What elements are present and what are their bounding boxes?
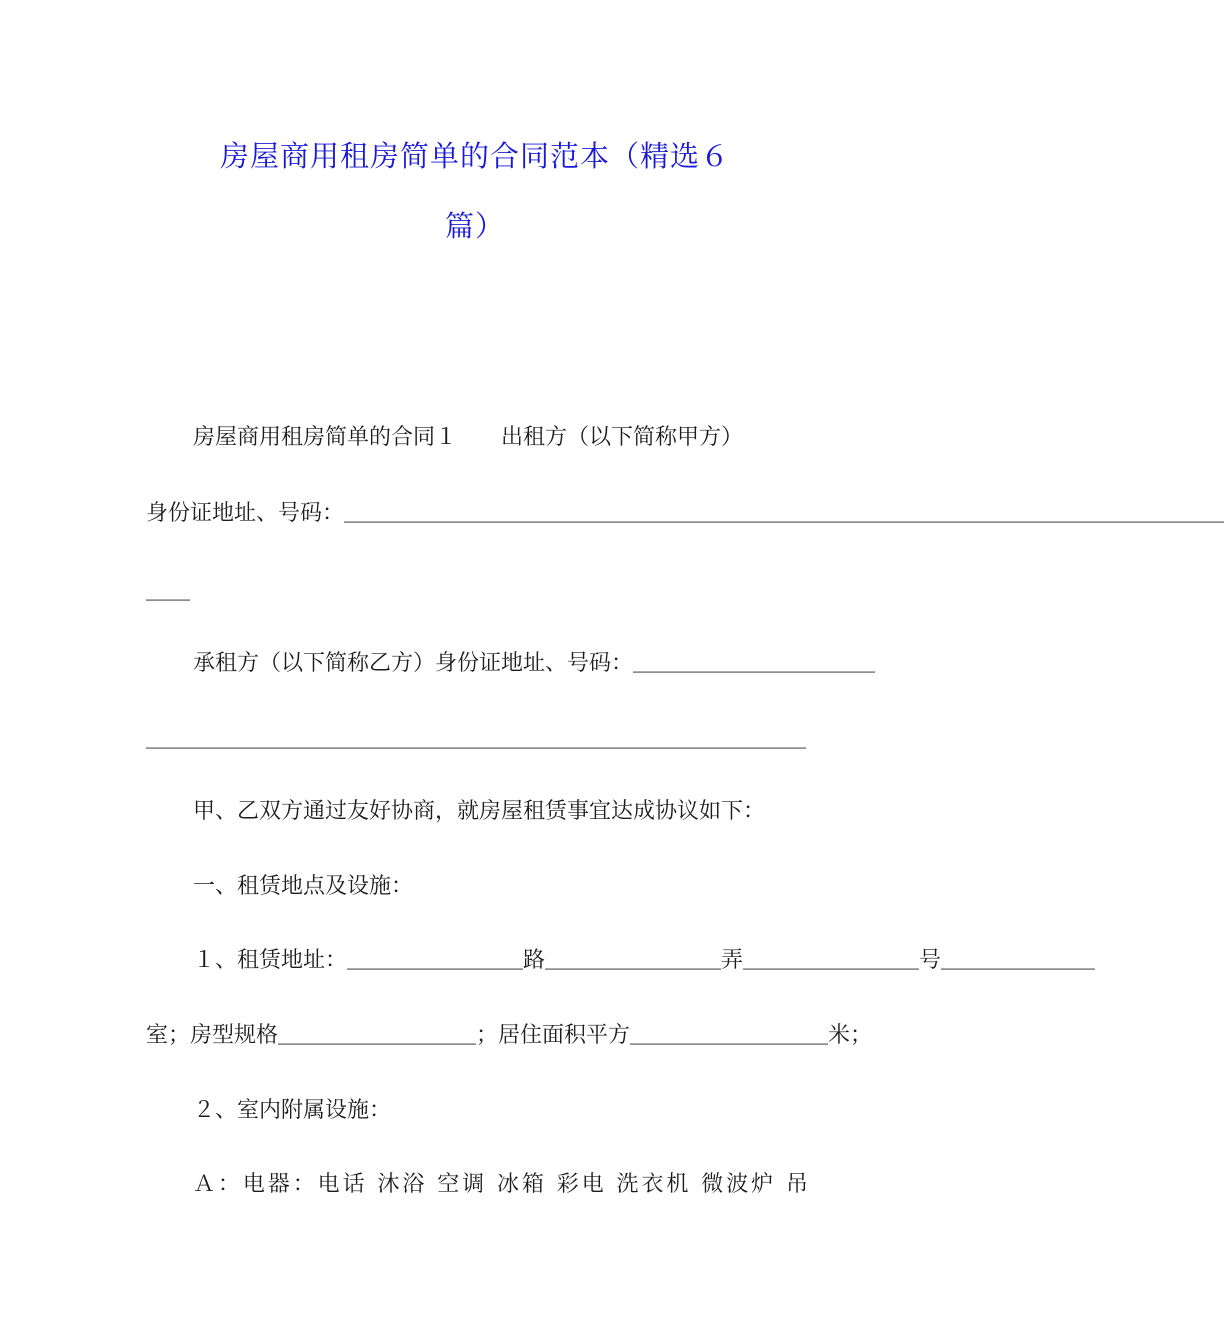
contract-intro-line: 房屋商用租房简单的合同１ 出租方（以下简称甲方） [193, 425, 744, 450]
rental-address-line: １、租赁地址：＿＿＿＿＿＿＿＿路＿＿＿＿＿＿＿＿弄＿＿＿＿＿＿＿＿号＿＿＿＿＿＿＿ [193, 948, 1096, 973]
lessee-id-continuation-line: ＿＿＿＿＿＿＿＿＿＿＿＿＿＿＿＿＿＿＿＿＿＿＿＿＿＿＿＿＿＿ [146, 727, 807, 752]
document-title-line-1: 房屋商用租房简单的合同范本（精选６ [219, 139, 730, 173]
lessor-id-line: 身份证地址、号码：＿＿＿＿＿＿＿＿＿＿＿＿＿＿＿＿＿＿＿＿＿＿＿＿＿＿＿＿＿＿＿＿＿＿＿＿＿＿＿＿ [146, 501, 1224, 526]
room-spec-line: 室；房型规格＿＿＿＿＿＿＿＿＿；居住面积平方＿＿＿＿＿＿＿＿＿米； [146, 1023, 873, 1048]
agreement-statement-line: 甲、乙双方通过友好协商，就房屋租赁事宜达成协议如下： [193, 799, 766, 824]
section-heading-location: 一、租赁地点及设施： [193, 874, 414, 899]
lessor-id-continuation-line: ＿＿ [146, 579, 191, 604]
facilities-heading-line: ２、室内附属设施： [193, 1098, 392, 1123]
document-title-line-2: 篇） [444, 209, 505, 243]
appliances-line: Ａ：电器：电话 沐浴 空调 冰箱 彩电 洗衣机 微波炉 吊 [193, 1172, 808, 1197]
lessee-id-line: 承租方（以下简称乙方）身份证地址、号码：＿＿＿＿＿＿＿＿＿＿＿ [193, 651, 876, 676]
